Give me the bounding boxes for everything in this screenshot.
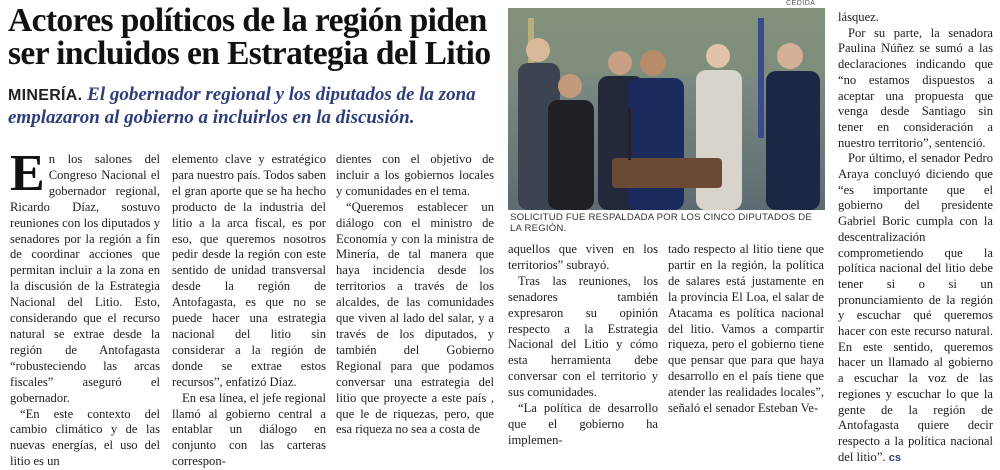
col6-p1: lásquez. — [838, 10, 993, 26]
end-mark: cs — [889, 452, 901, 464]
deck — [8, 84, 508, 129]
deck-text: El gobernador regional y los diputados de la zona emplazaron al gobierno a incluirlos en la discusión. — [8, 84, 476, 128]
column-1 — [10, 152, 160, 470]
col1-p2: “En este contexto del cambio climático y de las nuevas energías, el uso del litio es un — [10, 407, 160, 470]
photo-credit: CEDIDA — [786, 0, 815, 7]
col2-p1: elemento clave y estratégico para nuestro país. Todos saben el gran aporte que se ha hecho producto de la industria del litio a la arca fiscal, es por eso, que queremos nosotros pedir desde la región con este sentido de unidad transversal desde la región de Antofagasta, es que no se puede hacer una estrategia nacional del litio sin considerar a la región de donde se extrae estos recursos”, enfatizó Díaz. — [172, 152, 326, 391]
col4-p1: aquellos que viven en los territorios” subrayó. — [508, 242, 658, 274]
col3-p2: “Queremos establecer un diálogo con el ministro de Economía y con la ministra de Minería, de tal manera que haya incidencia desde los territorios a través de los alcaldes, de las comunidades que viven al lado del salar, y a través de los diputados, y también del Gobierno Regional para que podamos conversar una estrategia del litio que proyecte a este país , que le de riquezas, pero, que esa riqueza no sea a costa de — [336, 200, 494, 439]
col4-p2: Tras las reuniones, los senadores también expresaron su opinión respecto a la Estrategia Nacional del Litio y cómo esta herramienta debe conversar con el territorio y sus comunidades. — [508, 274, 658, 401]
col3-p1: dientes con el objetivo de incluir a los gobiernos locales y comunidades en el tema. — [336, 152, 494, 200]
section-label: MINERÍA. — [8, 87, 82, 104]
col5-p1: tado respecto al litio tiene que partir en la región, la política de salares está justamente en la provincia El Loa, el salar de Atacama es política nacional del litio. Vamos a compartir riqueza, pero el gobierno tiene que pensar que para que haya desarrollo en el país tiene que atender las realidades locales”, señaló el senador Esteban Ve- — [668, 242, 824, 417]
col2-p2: En esa línea, el jefe regional llamó al gobierno central a entablar un diálogo en conjunto con las carteras correspon- — [172, 391, 326, 470]
col4-p3: “La política de desarrollo que el gobierno ha implemen- — [508, 401, 658, 449]
column-5 — [668, 242, 824, 417]
column-6 — [838, 10, 993, 466]
photo-caption: SOLICITUD FUE RESPALDADA POR LOS CINCO DIPUTADOS DE LA REGIÓN. — [510, 212, 825, 234]
drop-cap: E — [10, 154, 45, 194]
column-3 — [336, 152, 494, 438]
col6-p2: Por su parte, la senadora Paulina Núñez se sumó a las declaraciones indicando que “no estamos dispuestos a aceptar una propuesta que venga desde Santiago sin tener en consideración a nuestro territorio”, sentenció. — [838, 26, 993, 152]
col1-p1: n los salones del Congreso Nacional el gobernador regional, Ricardo Díaz, sostuvo reuniones con los diputados y senadores por la región a fin de coordinar acciones que permitan incluir a la zona en la discusión de la Estrategia Nacional del Litio. Esto, considerando que el recurso natural se extrae desde la región de Antofagasta “robusteciendo las arcas fiscales” aseguró el gobernador. — [10, 152, 160, 405]
headline: Actores políticos de la región piden ser incluidos en Estrategia del Litio — [8, 4, 498, 70]
article-photo — [508, 8, 825, 210]
col6-p3: Por último, el senador Pedro Araya concluyó diciendo que “es importante que el gobierno del presidente Gabriel Boric cumpla con la descentralización comprometiendo que la política nacional del litio debe tener si o si un pronunciamiento de la región y escuchar qué queremos hacer con este recurso natural. En este sentido, queremos hacer un llamado al gobierno a escuchar la voz de las regiones y escuchar lo que la gente de la región de Antofagasta quiere decir respecto a la política nacional del litio”. — [838, 151, 993, 463]
column-2 — [172, 152, 326, 470]
column-4 — [508, 242, 658, 449]
